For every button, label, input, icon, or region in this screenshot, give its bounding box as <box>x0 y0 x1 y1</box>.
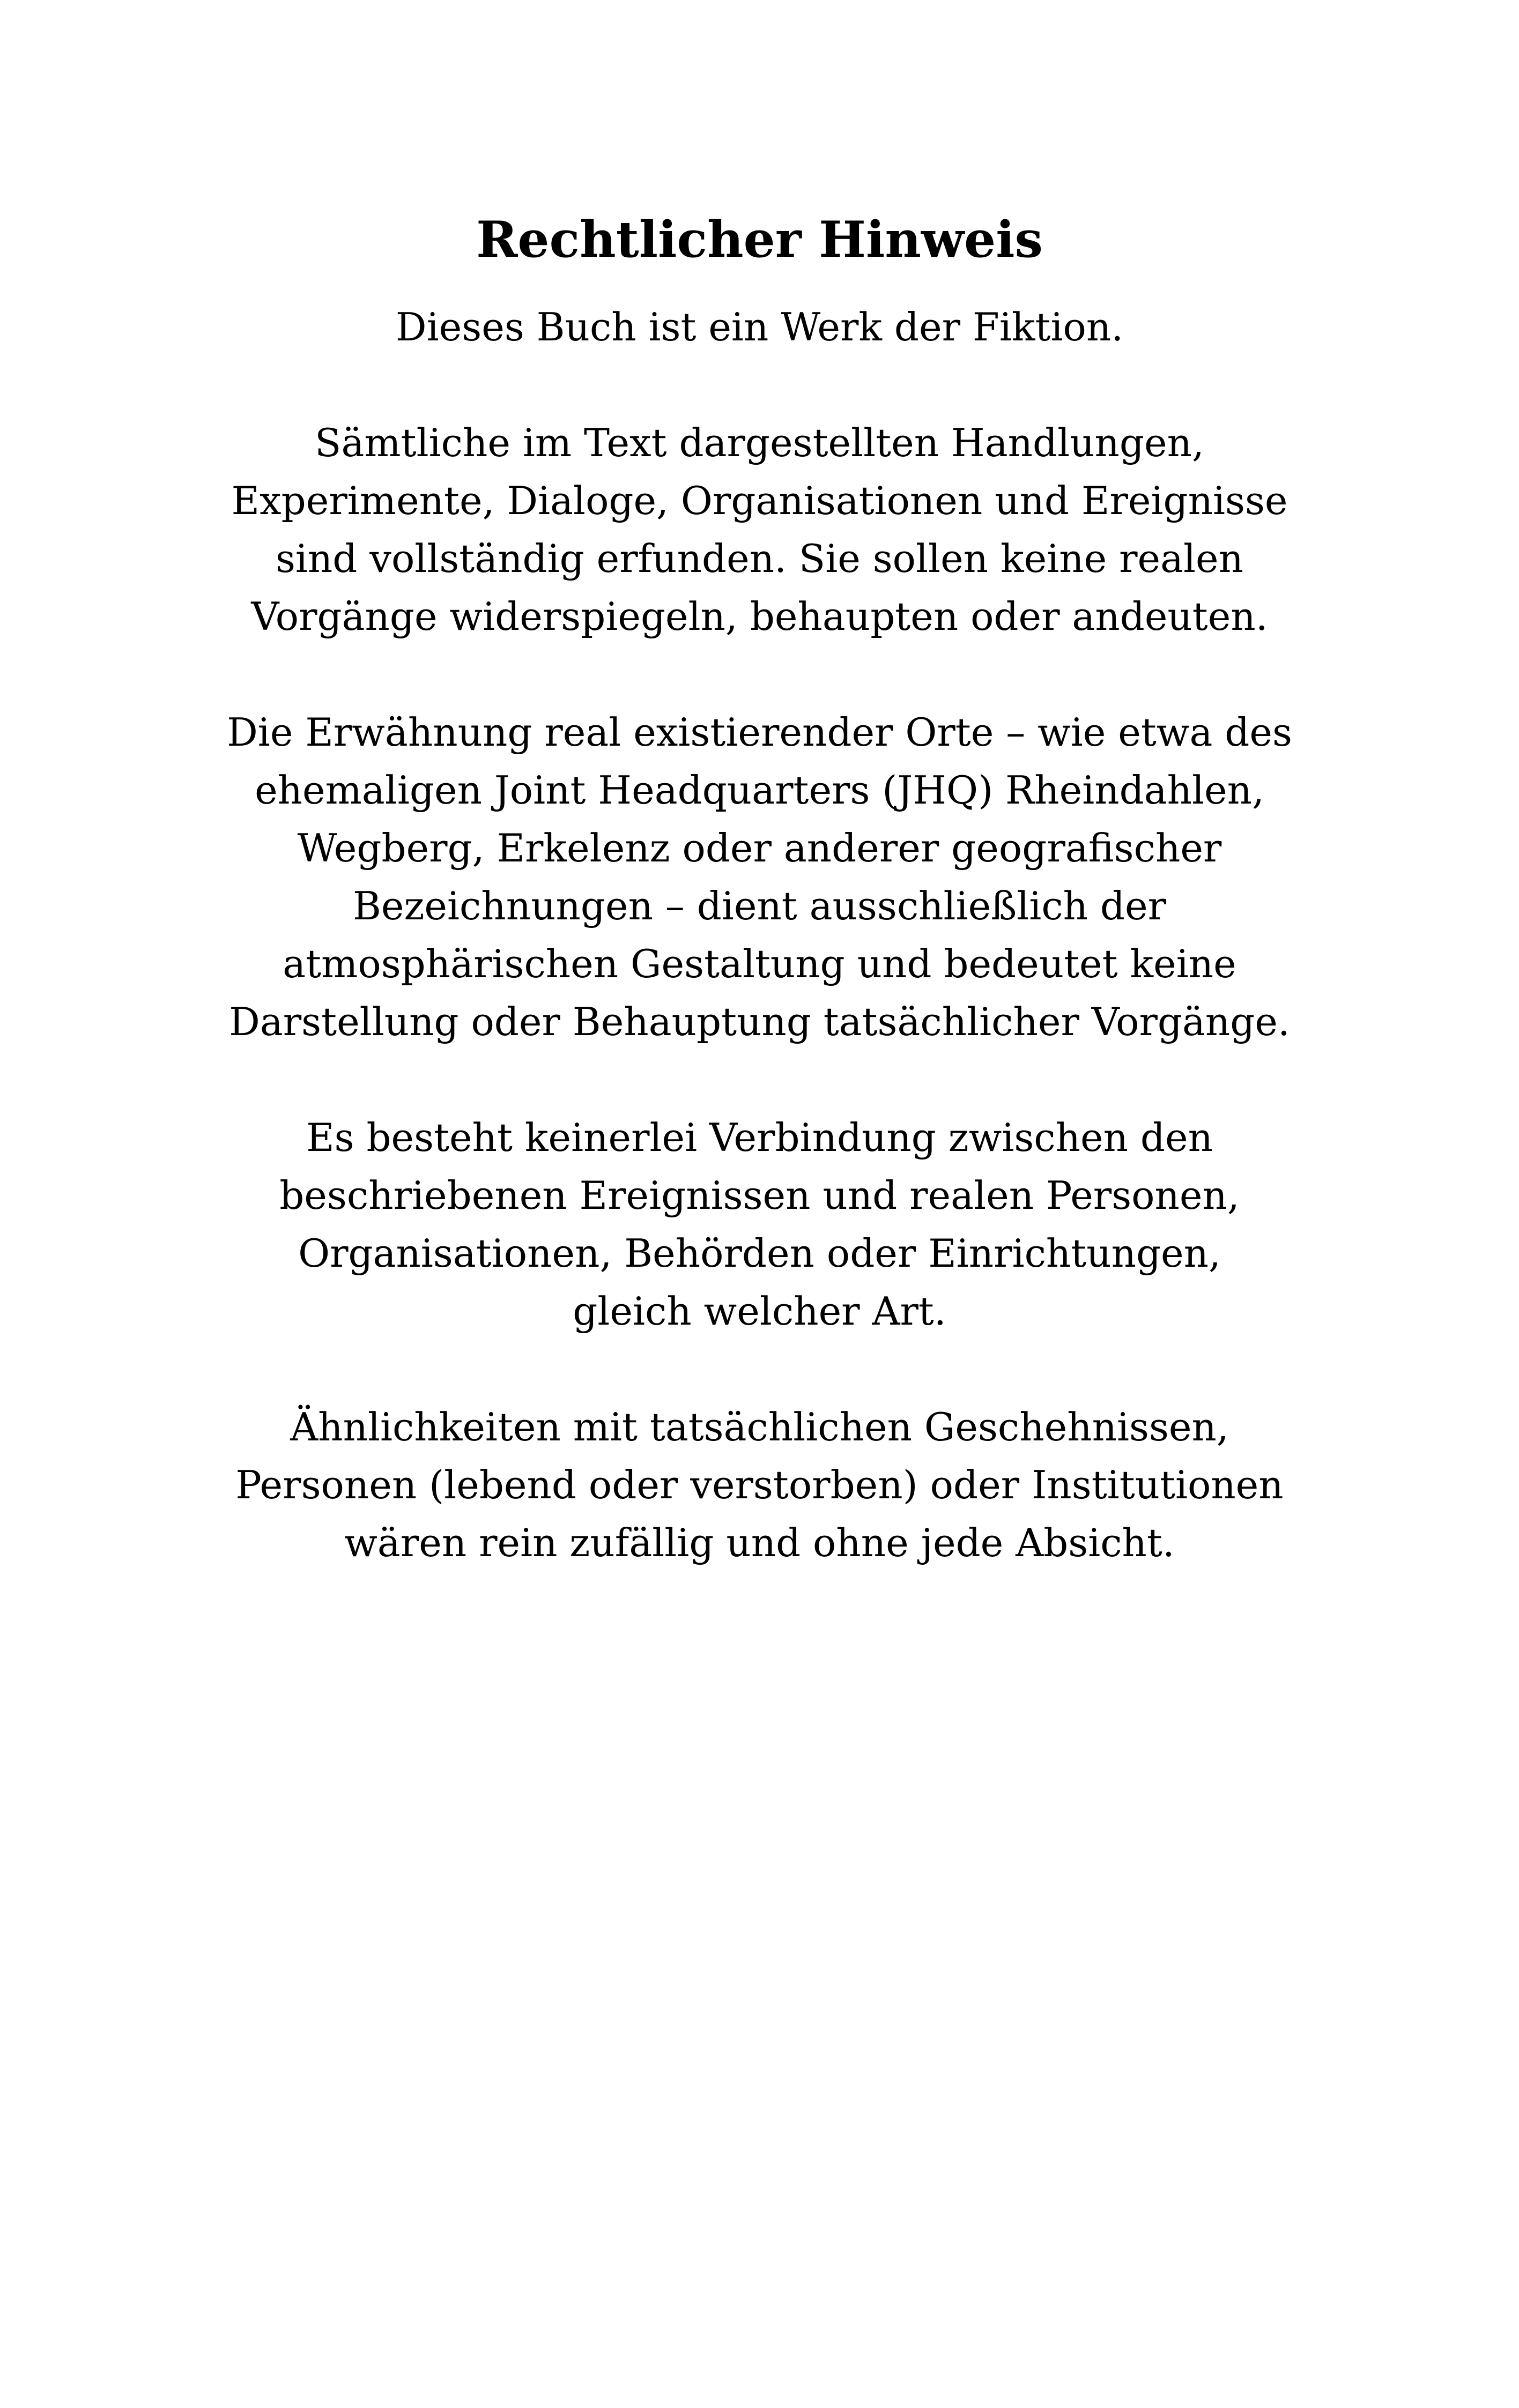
paragraph-similarities <box>161 1398 1358 1572</box>
text-line: Bezeichnungen – dient ausschließlich der <box>352 883 1167 928</box>
text-line: gleich welcher Art. <box>573 1289 946 1334</box>
text-line: atmosphärischen Gestaltung und bedeutet keine <box>283 941 1236 986</box>
text-line: Vorgänge widerspiegeln, behaupten oder andeuten. <box>251 594 1268 639</box>
text-line: Sämtliche im Text dargestellten Handlungen, <box>315 420 1204 465</box>
text-line: Die Erwähnung real existierender Orte – wie etwa des <box>227 710 1292 755</box>
text-line: ehemaligen Joint Headquarters (JHQ) Rheindahlen, <box>255 768 1264 813</box>
text-line: Ähnlichkeiten mit tatsächlichen Geschehnissen, <box>290 1404 1229 1450</box>
paragraph-fiction-statement <box>161 298 1358 356</box>
text-line: Darstellung oder Behauptung tatsächlicher Vorgänge. <box>229 999 1290 1044</box>
paragraph-no-connection <box>161 1109 1358 1340</box>
text-line: wären rein zufällig und ohne jede Absicht. <box>344 1520 1175 1565</box>
text-line: Dieses Buch ist ein Werk der Fiktion. <box>395 304 1124 350</box>
text-line: Es besteht keinerlei Verbindung zwischen den <box>306 1115 1213 1160</box>
legal-notice <box>161 199 1358 1572</box>
paragraph-invented-events <box>161 414 1358 645</box>
paragraph-real-places <box>161 703 1358 1051</box>
text-line: Organisationen, Behörden oder Einrichtungen, <box>298 1231 1221 1276</box>
page-title: Rechtlicher Hinweis <box>476 210 1043 269</box>
text-line: sind vollständig erfunden. Sie sollen keine realen <box>275 536 1244 581</box>
text-line: Wegberg, Erkelenz oder anderer geografischer <box>297 826 1222 871</box>
text-line: beschriebenen Ereignissen und realen Personen, <box>279 1173 1240 1218</box>
text-line: Personen (lebend oder verstorben) oder Institutionen <box>235 1462 1284 1507</box>
text-line: Experimente, Dialoge, Organisationen und Ereignisse <box>231 478 1288 523</box>
